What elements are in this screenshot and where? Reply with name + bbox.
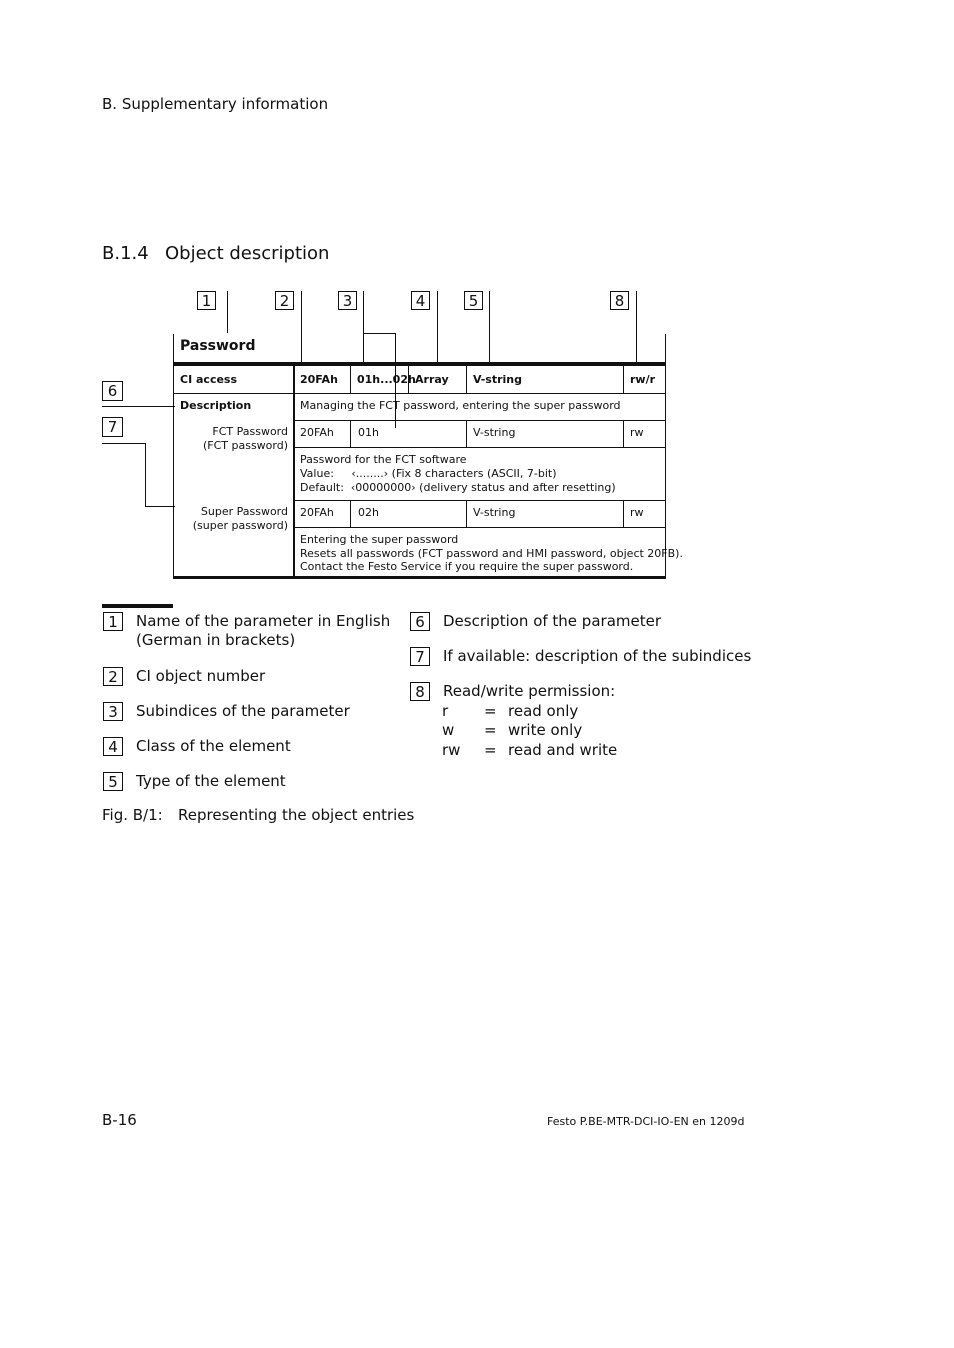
table-top-rule — [173, 362, 666, 366]
legend-text: If available: description of the subindices — [443, 647, 752, 665]
sub1-subindex: 01h — [358, 426, 379, 439]
sub1-permission: rw — [630, 426, 644, 439]
leader-3a — [363, 291, 364, 363]
callout-6: 6 — [102, 381, 123, 401]
section-title-text: Object description — [165, 243, 330, 264]
access-type: V-string — [473, 373, 522, 386]
sub1-object-number: 20FAh — [300, 426, 334, 439]
sub2-desc-line2: Resets all passwords (FCT password and HMI password, object 20FB). — [300, 547, 683, 560]
perm-code-r: r — [442, 702, 449, 720]
access-class: Array — [415, 373, 449, 386]
access-object-number: 20FAh — [300, 373, 338, 386]
legend-item-5 — [103, 772, 403, 792]
access-div-1 — [350, 366, 351, 394]
leader-2 — [301, 291, 302, 363]
legend-item-7 — [410, 647, 750, 667]
sub1-div-2 — [466, 420, 467, 448]
sub2-desc-line1: Entering the super password — [300, 533, 459, 546]
legend-number: 4 — [103, 737, 123, 756]
sub1-type: V-string — [473, 426, 516, 439]
callout-2: 2 — [275, 291, 294, 310]
sub2-label-en: Super Password — [200, 505, 288, 518]
legend-text: Name of the parameter in English — [136, 612, 391, 630]
sub2-desc-line3: Contact the Festo Service if you require the super password. — [300, 560, 634, 573]
sub2-div-1 — [350, 500, 351, 528]
legend-item-4 — [103, 737, 403, 757]
section-title — [102, 243, 329, 264]
leader-4 — [437, 291, 438, 363]
callout-4: 4 — [411, 291, 430, 310]
legend-number: 7 — [410, 647, 430, 666]
legend-text: Subindices of the parameter — [136, 702, 350, 720]
sub1-div-1 — [350, 420, 351, 448]
perm-meaning-w: write only — [508, 721, 583, 739]
row-access-bottom — [173, 393, 666, 394]
sub1-div-3 — [623, 420, 624, 448]
legend-item-2 — [103, 667, 403, 687]
legend-text-2: (German in brackets) — [136, 631, 296, 649]
table-left-border — [173, 334, 174, 579]
legend-text: CI object number — [136, 667, 266, 685]
callout-5: 5 — [464, 291, 483, 310]
legend-number: 5 — [103, 772, 123, 791]
access-div-3 — [466, 366, 467, 394]
sub2-permission: rw — [630, 506, 644, 519]
sub1-desc-line3: Default: ‹00000000› (delivery status and after resetting) — [300, 481, 616, 494]
sub1-desc-line1: Password for the FCT software — [300, 453, 467, 466]
sub1-label-en: FCT Password — [212, 425, 288, 438]
table-column-divider — [293, 366, 295, 577]
figure-caption-text: Representing the object entries — [178, 806, 415, 824]
figure-label: Fig. B/1: — [102, 806, 163, 824]
legend-text: Type of the element — [136, 772, 286, 790]
legend-number: 8 — [410, 682, 430, 701]
legend-number: 2 — [103, 667, 123, 686]
leader-1 — [227, 291, 228, 333]
table-right-border — [665, 334, 666, 579]
perm-code-rw: rw — [442, 741, 461, 759]
figure-caption — [102, 806, 414, 824]
perm-eq-rw: = — [484, 741, 497, 759]
legend-item-3 — [103, 702, 403, 722]
access-permission: rw/r — [630, 373, 656, 386]
legend-text: Read/write permission: — [443, 682, 616, 700]
leader-3b — [363, 333, 395, 334]
legend-item-6 — [410, 612, 750, 632]
access-subindices: 01h...02h — [357, 373, 416, 386]
leader-7c — [145, 506, 175, 507]
legend-number: 3 — [103, 702, 123, 721]
section-number: B.1.4 — [102, 243, 149, 264]
perm-code-w: w — [442, 721, 455, 739]
leader-5 — [489, 291, 490, 363]
description-label: Description — [180, 399, 252, 412]
document-id: Festo P.BE-MTR-DCI-IO-EN en 1209d — [547, 1115, 745, 1128]
perm-meaning-r: read only — [508, 702, 579, 720]
legend-item-1 — [103, 612, 403, 652]
legend-text: Class of the element — [136, 737, 291, 755]
sub2-div-2 — [466, 500, 467, 528]
access-label: CI access — [180, 373, 238, 386]
table-bottom-rule — [173, 576, 666, 579]
sub2-type: V-string — [473, 506, 516, 519]
page-number: B-16 — [102, 1111, 137, 1129]
leader-8 — [636, 291, 637, 363]
callout-8: 8 — [610, 291, 629, 310]
sub2-label-de: (super password) — [192, 519, 288, 532]
table-title: Password — [180, 338, 256, 354]
leader-7a — [102, 443, 146, 444]
perm-meaning-rw: read and write — [508, 741, 618, 759]
legend-item-8 — [410, 682, 750, 702]
sub2-subindex: 02h — [358, 506, 379, 519]
access-div-4 — [623, 366, 624, 394]
running-header: B. Supplementary information — [102, 95, 329, 113]
legend-text: Description of the parameter — [443, 612, 661, 630]
legend-number: 6 — [410, 612, 430, 631]
leader-6 — [102, 406, 175, 407]
legend-number: 1 — [103, 612, 123, 631]
perm-eq-r: = — [484, 702, 497, 720]
callout-3: 3 — [338, 291, 357, 310]
legend-rule — [102, 604, 173, 608]
callout-1: 1 — [197, 291, 216, 310]
sub1-desc-line2: Value: ‹........› (Fix 8 characters (ASCII, 7-bit) — [300, 467, 557, 480]
sub2-object-number: 20FAh — [300, 506, 334, 519]
sub1-label-de: (FCT password) — [202, 439, 288, 452]
sub2-div-3 — [623, 500, 624, 528]
callout-7: 7 — [102, 417, 123, 437]
description-text: Managing the FCT password, entering the super password — [300, 399, 621, 412]
perm-eq-w: = — [484, 721, 497, 739]
leader-7b — [145, 443, 146, 506]
